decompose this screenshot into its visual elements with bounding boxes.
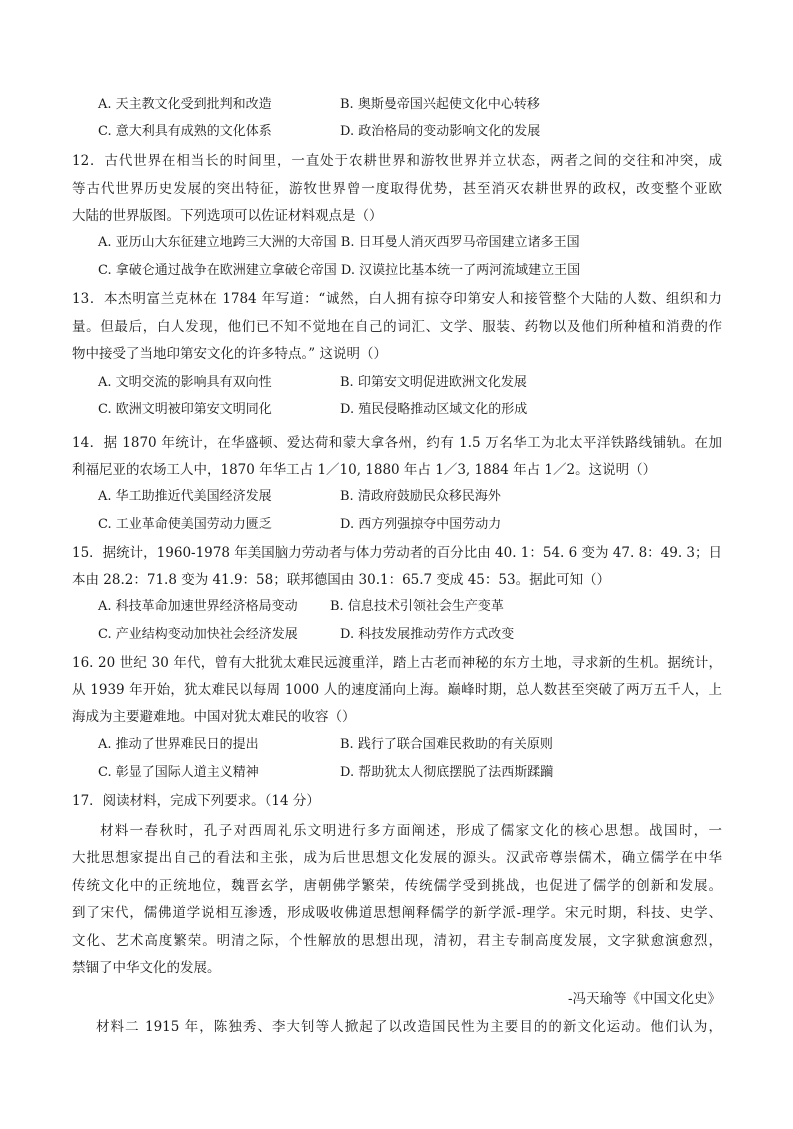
q17-material1-attribution: -冯天瑜等《中国文化史》 [567, 991, 721, 1007]
q11-option-d: D. 政治格局的变动影响文化的发展 [340, 124, 541, 139]
q14-stem-line-1: 14．据 1870 年统计，在华盛顿、爱达荷和蒙大拿各州，约有 1.5 万名华工为北太平洋铁路线铺轨。在加 [72, 435, 722, 451]
q16-stem-line-3: 海成为主要避难地。中国对犹太难民的收容（） [72, 709, 356, 725]
q12-options-cd: C. 拿破仑通过战争在欧洲建立拿破仑帝国 D. 汉谟拉比基本统一了两河流域建立王国 [98, 263, 581, 278]
q13-stem-line-1: 13．本杰明富兰克林在 1784 年写道：“诚然，白人拥有掠夺印第安人和接管整个大陆的人数、组织和力 [72, 291, 722, 307]
q16-option-d: D. 帮助犹太人彻底摆脱了法西斯蹂躏 [340, 765, 554, 780]
q11-option-a: A. 天主教文化受到批判和改造 [98, 97, 272, 112]
q17-header: 17．阅读材料，完成下列要求。（14 分） [72, 793, 320, 809]
q14-option-b: B. 清政府鼓励民众移民海外 [340, 489, 501, 504]
q14-option-d: D. 西方列强掠夺中国劳动力 [340, 517, 502, 532]
q13-option-b: B. 印第安文明促进欧洲文化发展 [340, 375, 527, 390]
q12-stem-line-3: 大陆的世界版图。下列选项可以佐证材料观点是（） [72, 208, 383, 224]
q11-option-b: B. 奥斯曼帝国兴起使文化中心转移 [340, 97, 540, 112]
q14-option-c: C. 工业革命使美国劳动力匮乏 [98, 517, 272, 532]
q17-material2-line-1: 材料二 1915 年，陈独秀、李大钊等人掀起了以改造国民性为主要目的的新文化运动。他们认为， [96, 1019, 722, 1035]
q12-stem-line-1: 12．古代世界在相当长的时间里，一直处于农耕世界和游牧世界并立状态，两者之间的交往和冲突，成 [72, 153, 722, 169]
q15-option-b: B. 信息技术引领社会生产变革 [330, 599, 504, 614]
q16-option-a: A. 推动了世界难民日的提出 [98, 737, 259, 752]
q17-material1-line-5: 文化、艺术高度繁荣。明清之际，个性解放的思想出现，清初，君主专制高度发展，文字狱愈演愈烈， [72, 933, 722, 949]
q13-option-a: A. 文明交流的影响具有双向性 [98, 375, 272, 390]
q17-material1-line-2: 大批思想家提出自己的看法和主张，成为后世思想文化发展的源头。汉武帝尊崇儒术，确立儒学在中华 [72, 850, 722, 866]
q12-stem-line-2: 等古代世界历史发展的突出特征，游牧世界曾一度取得优势，甚至消灭农耕世界的政权，改变整个亚欧 [72, 181, 722, 197]
q13-option-d: D. 殖民侵略推动区域文化的形成 [340, 402, 528, 417]
q15-option-d: D. 科技发展推动劳作方式改变 [340, 627, 515, 642]
q12-options-ab: A. 亚历山大东征建立地跨三大洲的大帝国 B. 日耳曼人消灭西罗马帝国建立诸多王国 [98, 235, 580, 250]
q14-stem-line-2: 利福尼亚的农场工人中，1870 年华工占 1／10, 1880 年占 1／3, 1884 年占 1／2。这说明（） [72, 462, 657, 478]
q13-option-c: C. 欧洲文明被印第安文明同化 [98, 402, 272, 417]
q16-option-b: B. 践行了联合国难民救助的有关原则 [340, 737, 553, 752]
q16-stem-line-1: 16. 20 世纪 30 年代，曾有大批犹太难民远渡重洋，踏上古老而神秘的东方土地，寻求新的生机。据统计， [72, 655, 722, 671]
q13-stem-line-2: 量。但最后，白人发现，他们已不知不觉地在自己的词汇、文学、服装、药物以及他们所种植和消费的作 [72, 319, 722, 335]
q17-material1-line-3: 传统文化中的正统地位，魏晋玄学，唐朝佛学繁荣，传统儒学受到挑战，也促进了儒学的创新和发展。 [72, 878, 722, 894]
q15-option-c: C. 产业结构变动加快社会经济发展 [98, 627, 298, 642]
q16-option-c: C. 彰显了国际人道主义精神 [98, 765, 259, 780]
q15-stem-line-1: 15．据统计，1960-1978 年美国脑力劳动者与体力劳动者的百分比由 40. 1：54. 6 变为 47. 8：49. 3；日 [72, 545, 723, 561]
q11-option-c: C. 意大利具有成熟的文化体系 [98, 124, 272, 139]
q15-option-a: A. 科技革命加速世界经济格局变动 [98, 599, 298, 614]
q13-stem-line-3: 物中接受了当地印第安文化的许多特点。” 这说明（） [72, 346, 387, 362]
q14-option-a: A. 华工助推近代美国经济发展 [98, 489, 272, 504]
q17-material1-line-6: 禁锢了中华文化的发展。 [72, 960, 221, 976]
q16-stem-line-2: 从 1939 年开始，犹太难民以每周 1000 人的速度涌向上海。巅峰时期，总人数甚至突破了两万五千人，上 [72, 682, 722, 698]
q15-stem-line-2: 本由 28.2：71.8 变为 41.9：58；联邦德国由 30.1：65.7 变成 45：53。据此可知（） [72, 572, 611, 588]
q17-material1-line-1: 材料一春秋时，孔子对西周礼乐文明进行多方面阐述，形成了儒家文化的核心思想。战国时，一 [100, 823, 722, 839]
q17-material1-line-4: 到了宋代，儒佛道学说相互渗透，形成吸收佛道思想阐释儒学的新学派-理学。宋元时期，科技、史学、 [72, 905, 722, 921]
